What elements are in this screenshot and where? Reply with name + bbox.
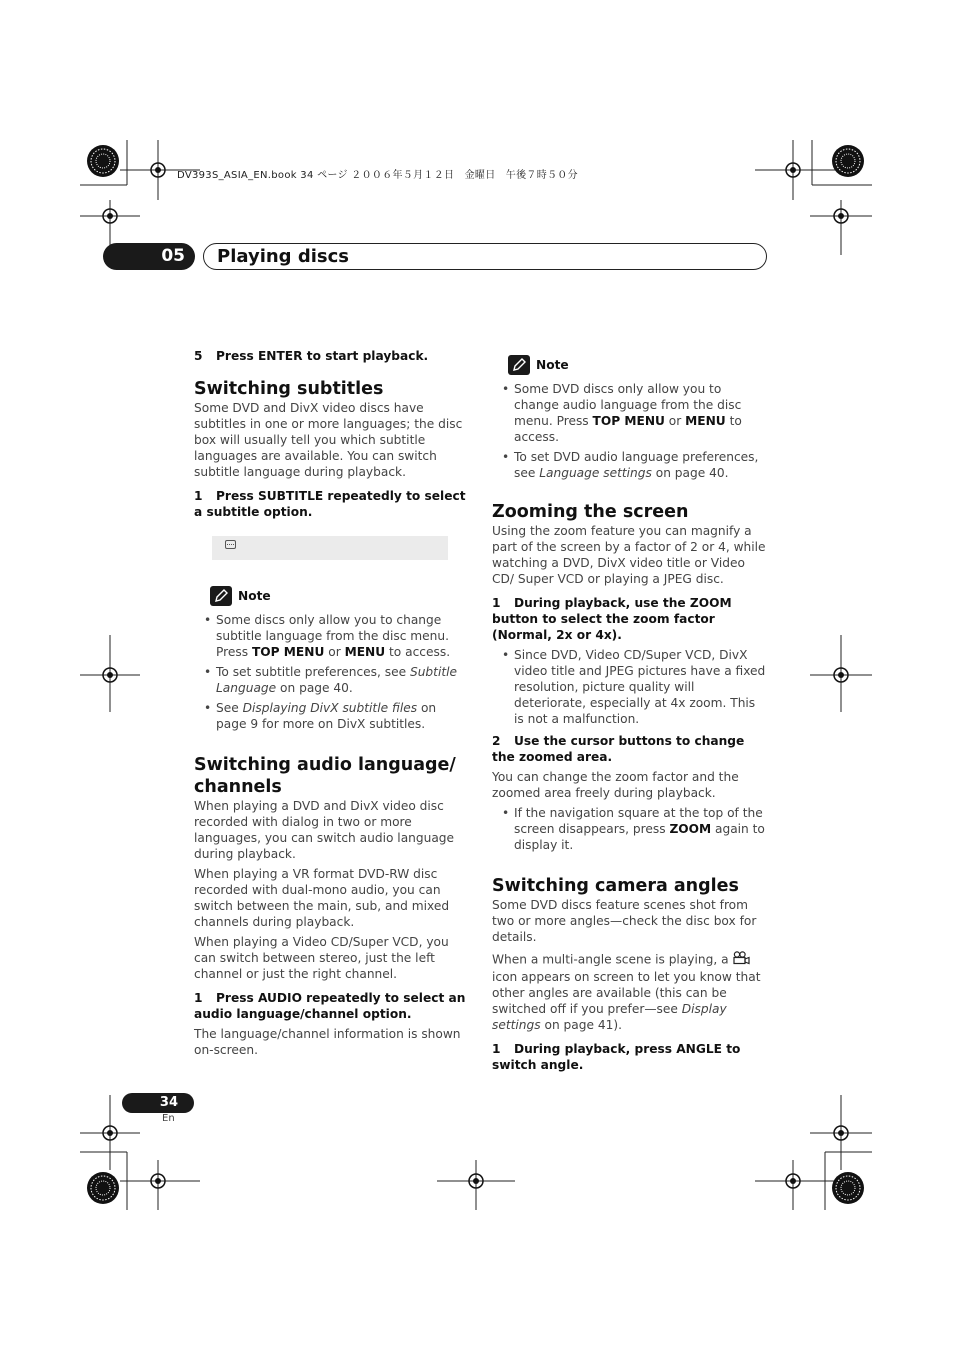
subtitles-step-1: 1 Press SUBTITLE repeatedly to select a subtitle option. [194,489,466,519]
zoom-body: Using the zoom feature you can magnify a part of the screen by a factor of 2 or 4, while watching a DVD, DivX video title or Video CD/ Super VCD or playing a JPEG disc. [492,524,766,586]
note-header [210,586,469,606]
subtitles-note-2: • To set subtitle preferences, see Subtitle Language on page 40. [194,664,469,696]
audio-step-1-body: The language/channel information is shown on-screen. [194,1027,461,1057]
print-header: DV393S_ASIA_EN.book 34 ページ ２００６年５月１２日 金曜日 午後７時５０分 [177,170,578,181]
subtitles-note [194,586,469,606]
pencil-icon [508,355,530,375]
subtitle-icon [225,540,236,549]
zoom-step-1: 1 During playback, use the ZOOM button to select the zoom factor (Normal, 2x or 4x). [492,596,732,642]
zoom-heading: Zooming the screen [492,502,689,522]
audio-para-1: When playing a DVD and DivX video disc recorded with dialog in two or more languages, you can switch audio language during playback. [194,799,455,861]
note-header [492,355,767,375]
note-label: Note [536,358,569,372]
page-number: 34 [122,1093,194,1113]
chapter-number: 05 [103,243,195,270]
audio-note-2: • To set DVD audio language preferences, see Language settings on page 40. [492,449,767,481]
camera-step-1: 1 During playback, press ANGLE to switch angle. [492,1042,741,1072]
audio-heading: Switching audio language/ channels [194,755,456,797]
pencil-icon [210,586,232,606]
subtitles-body: Some DVD and DivX video discs have subtitles in one or more languages; the disc box will usually tell you which subtitle languages are available. You can switch subtitle language during playback. [194,401,463,479]
chapter-title: Playing discs [217,246,349,267]
zoom-bullet-1: • Since DVD, Video CD/Super VCD, DivX video title and JPEG pictures have a fixed resolution, picture quality will deteriorate, especially at 4x zoom. This is not a malfunction. [492,647,767,727]
zoom-step-2: 2 Use the cursor buttons to change the zoomed area. [492,734,745,764]
left-column [194,348,469,1062]
zoom-bullet-2: • If the navigation square at the top of the screen disappears, press ZOOM again to display it. [492,805,767,853]
camera-heading: Switching camera angles [492,876,739,896]
audio-note [492,355,767,375]
page-language: En [162,1113,175,1124]
zoom-step-2-body: You can change the zoom factor and the zoomed area freely during playback. [492,770,739,800]
audio-step-1: 1 Press AUDIO repeatedly to select an audio language/channel option. [194,991,466,1021]
right-column [492,355,767,1077]
subtitles-heading: Switching subtitles [194,379,384,399]
audio-note-1: • Some DVD discs only allow you to change audio language from the disc menu. Press TOP MENU or MENU to access. [492,381,767,445]
camera-para-2: When a multi-angle scene is playing, a icon appears on screen to let you know that other angles are available (this can be switched off if you prefer—see Display settings on page 41). [492,952,761,1032]
subtitle-display-box [212,536,448,560]
audio-para-3: When playing a Video CD/Super VCD, you can switch between stereo, just the left channel or just the right channel. [194,935,449,981]
subtitles-note-1: • Some discs only allow you to change subtitle language from the disc menu. Press TOP MENU or MENU to access. [194,612,469,660]
camera-angle-icon [732,951,752,969]
step-5: 5 Press ENTER to start playback. [194,349,429,363]
subtitles-note-3: • See Displaying DivX subtitle files on page 9 for more on DivX subtitles. [194,700,469,732]
note-label: Note [238,589,271,603]
audio-para-2: When playing a VR format DVD-RW disc recorded with dual-mono audio, you can switch between the main, sub, and mixed channels during playback. [194,867,450,929]
camera-para-1: Some DVD discs feature scenes shot from two or more angles—check the disc box for details. [492,898,757,944]
